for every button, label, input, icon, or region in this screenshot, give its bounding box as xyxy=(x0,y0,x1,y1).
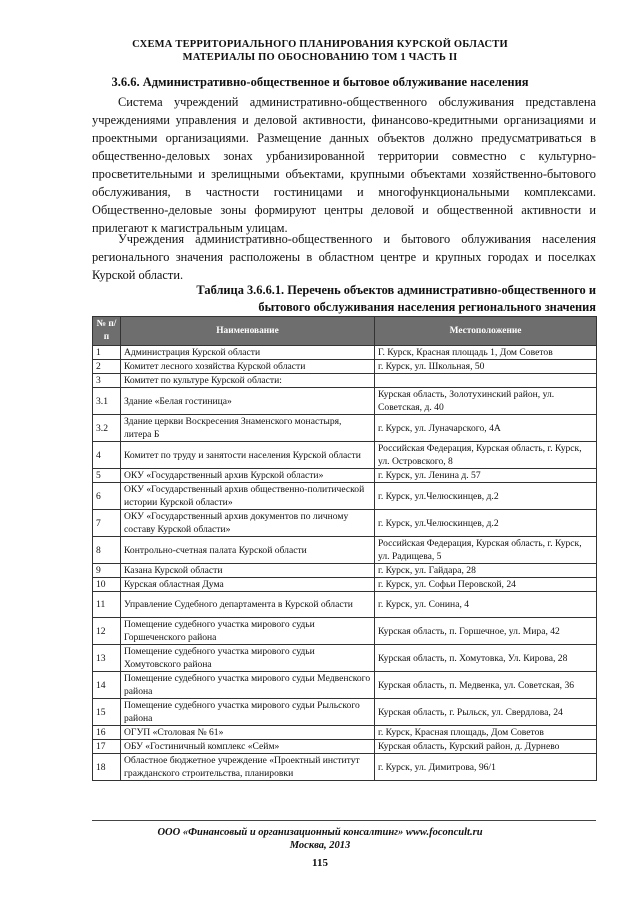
row-location: г. Курск, ул. Гайдара, 28 xyxy=(375,564,597,578)
row-number: 1 xyxy=(93,346,121,360)
row-number: 13 xyxy=(93,645,121,672)
row-number: 12 xyxy=(93,618,121,645)
document-footer xyxy=(0,826,640,852)
row-name: Помещение судебного участка мирового судьи Хомутовского района xyxy=(121,645,375,672)
row-name: Контрольно-счетная палата Курской области xyxy=(121,537,375,564)
row-location: г. Курск, ул. Димитрова, 96/1 xyxy=(375,754,597,781)
row-name: ОКУ «Государственный архив документов по личному составу Курской области» xyxy=(121,510,375,537)
table-row xyxy=(93,346,597,360)
table-caption-line-1: Таблица 3.6.6.1. Перечень объектов административно-общественного и xyxy=(196,283,596,297)
table-row xyxy=(93,388,597,415)
header-line-1: СХЕМА ТЕРРИТОРИАЛЬНОГО ПЛАНИРОВАНИЯ КУРСКОЙ ОБЛАСТИ xyxy=(132,39,508,50)
row-location: Г. Курск, Красная площадь 1, Дом Советов xyxy=(375,346,597,360)
row-location: Курская область, Золотухинский район, ул. Советская, д. 40 xyxy=(375,388,597,415)
row-location: г. Курск, ул. Ленина д. 57 xyxy=(375,469,597,483)
row-name: Комитет по труду и занятости населения Курской области xyxy=(121,442,375,469)
table-row xyxy=(93,564,597,578)
table-row xyxy=(93,537,597,564)
header-line-2: МАТЕРИАЛЫ ПО ОБОСНОВАНИЮ ТОМ 1 ЧАСТЬ II xyxy=(182,52,458,63)
row-number: 3 xyxy=(93,374,121,388)
row-number: 6 xyxy=(93,483,121,510)
row-location: Курская область, г. Рыльск, ул. Свердлова, 24 xyxy=(375,699,597,726)
paragraph-2: Учреждения административно-общественного и бытового облуживания населения регионального значения расположены в областном центре и крупных городах и поселках Курской области. xyxy=(92,232,596,282)
header-name: Наименование xyxy=(121,317,375,346)
table-header-row xyxy=(93,317,597,346)
section-title: 3.6.6. Административно-общественное и бытовое облуживание населения xyxy=(111,75,529,89)
row-name: ОГУП «Столовая № 61» xyxy=(121,726,375,740)
row-number: 8 xyxy=(93,537,121,564)
row-name: ОКУ «Государственный архив общественно-политической истории Курской области» xyxy=(121,483,375,510)
table-row xyxy=(93,645,597,672)
row-name: Помещение судебного участка мирового судьи Рыльского района xyxy=(121,699,375,726)
table-row xyxy=(93,618,597,645)
footer-line-1: ООО «Финансовый и организационный консалтинг» www.foconcult.ru xyxy=(157,827,483,838)
table-row xyxy=(93,754,597,781)
row-name: Здание церкви Воскресения Знаменского монастыря, литера Б xyxy=(121,415,375,442)
row-number: 7 xyxy=(93,510,121,537)
row-location xyxy=(375,374,597,388)
row-number: 10 xyxy=(93,578,121,592)
row-location: г. Курск, ул. Сонина, 4 xyxy=(375,592,597,618)
row-number: 16 xyxy=(93,726,121,740)
table-row xyxy=(93,483,597,510)
table-row xyxy=(93,510,597,537)
row-name: Областное бюджетное учреждение «Проектный институт гражданского строительства, планировки xyxy=(121,754,375,781)
row-location: г. Курск, ул.Челюскинцев, д.2 xyxy=(375,483,597,510)
table-row xyxy=(93,374,597,388)
header-num: № п/п xyxy=(93,317,121,346)
row-name: Комитет лесного хозяйства Курской области xyxy=(121,360,375,374)
table-row xyxy=(93,740,597,754)
objects-table xyxy=(92,316,597,781)
row-number: 3.2 xyxy=(93,415,121,442)
page-number: 115 xyxy=(312,857,328,869)
row-number: 4 xyxy=(93,442,121,469)
document-header xyxy=(0,38,640,64)
table-caption-line-2: бытового обслуживания населения регионального значения xyxy=(258,300,596,314)
row-name: Комитет по культуре Курской области: xyxy=(121,374,375,388)
row-name: Казана Курской области xyxy=(121,564,375,578)
table-row xyxy=(93,726,597,740)
footer-divider xyxy=(92,820,596,821)
row-name: ОБУ «Гостиничный комплекс «Сейм» xyxy=(121,740,375,754)
table-row xyxy=(93,415,597,442)
table-row xyxy=(93,699,597,726)
paragraph-1: Система учреждений административно-общественного обслуживания представлена учреждениями управления и деловой активности, финансово-кредитными организациями и проектными организациями. Размещение данных объектов должно предусматриваться в общественно-деловых зонах урбанизированной территории совместно с культурно-просветительными и зрелищными объектами, крупными объектами хозяйственно-бытового обслуживания, в частности гостиницами и многофункциональными комплексами. Общественно-деловые зоны формируют центры деловой и общественной активности и прилегают к магистральным улицам. xyxy=(92,95,596,235)
table-row xyxy=(93,578,597,592)
row-location: Курская область, Курский район, д. Дурнево xyxy=(375,740,597,754)
row-location: Курская область, п. Горшечное, ул. Мира, 42 xyxy=(375,618,597,645)
row-location: Российская Федерация, Курская область, г. Курск, ул. Островского, 8 xyxy=(375,442,597,469)
row-number: 5 xyxy=(93,469,121,483)
row-location: г. Курск, Красная площадь, Дом Советов xyxy=(375,726,597,740)
row-location: г. Курск, ул.Челюскинцев, д.2 xyxy=(375,510,597,537)
row-name: ОКУ «Государственный архив Курской области» xyxy=(121,469,375,483)
table-row xyxy=(93,672,597,699)
row-location: г. Курск, ул. Школьная, 50 xyxy=(375,360,597,374)
table-row xyxy=(93,592,597,618)
row-name: Помещение судебного участка мирового судьи Медвенского района xyxy=(121,672,375,699)
row-number: 15 xyxy=(93,699,121,726)
row-number: 3.1 xyxy=(93,388,121,415)
footer-line-2: Москва, 2013 xyxy=(289,840,351,851)
row-number: 9 xyxy=(93,564,121,578)
table-caption xyxy=(166,282,596,316)
table-row xyxy=(93,442,597,469)
row-location: Российская Федерация, Курская область, г. Курск, ул. Радищева, 5 xyxy=(375,537,597,564)
row-location: г. Курск, ул. Луначарского, 4А xyxy=(375,415,597,442)
table-row xyxy=(93,469,597,483)
row-number: 2 xyxy=(93,360,121,374)
row-name: Администрация Курской области xyxy=(121,346,375,360)
row-number: 17 xyxy=(93,740,121,754)
table-row xyxy=(93,360,597,374)
row-location: Курская область, п. Медвенка, ул. Советская, 36 xyxy=(375,672,597,699)
row-name: Помещение судебного участка мирового судьи Горшеченского района xyxy=(121,618,375,645)
row-number: 11 xyxy=(93,592,121,618)
row-location: г. Курск, ул. Софьи Перовской, 24 xyxy=(375,578,597,592)
row-name: Курская областная Дума xyxy=(121,578,375,592)
row-number: 18 xyxy=(93,754,121,781)
row-number: 14 xyxy=(93,672,121,699)
row-name: Здание «Белая гостиница» xyxy=(121,388,375,415)
row-name: Управление Судебного департамента в Курской области xyxy=(121,592,375,618)
table-body xyxy=(93,346,597,781)
row-location: Курская область, п. Хомутовка, Ул. Кирова, 28 xyxy=(375,645,597,672)
header-location: Местоположение xyxy=(375,317,597,346)
